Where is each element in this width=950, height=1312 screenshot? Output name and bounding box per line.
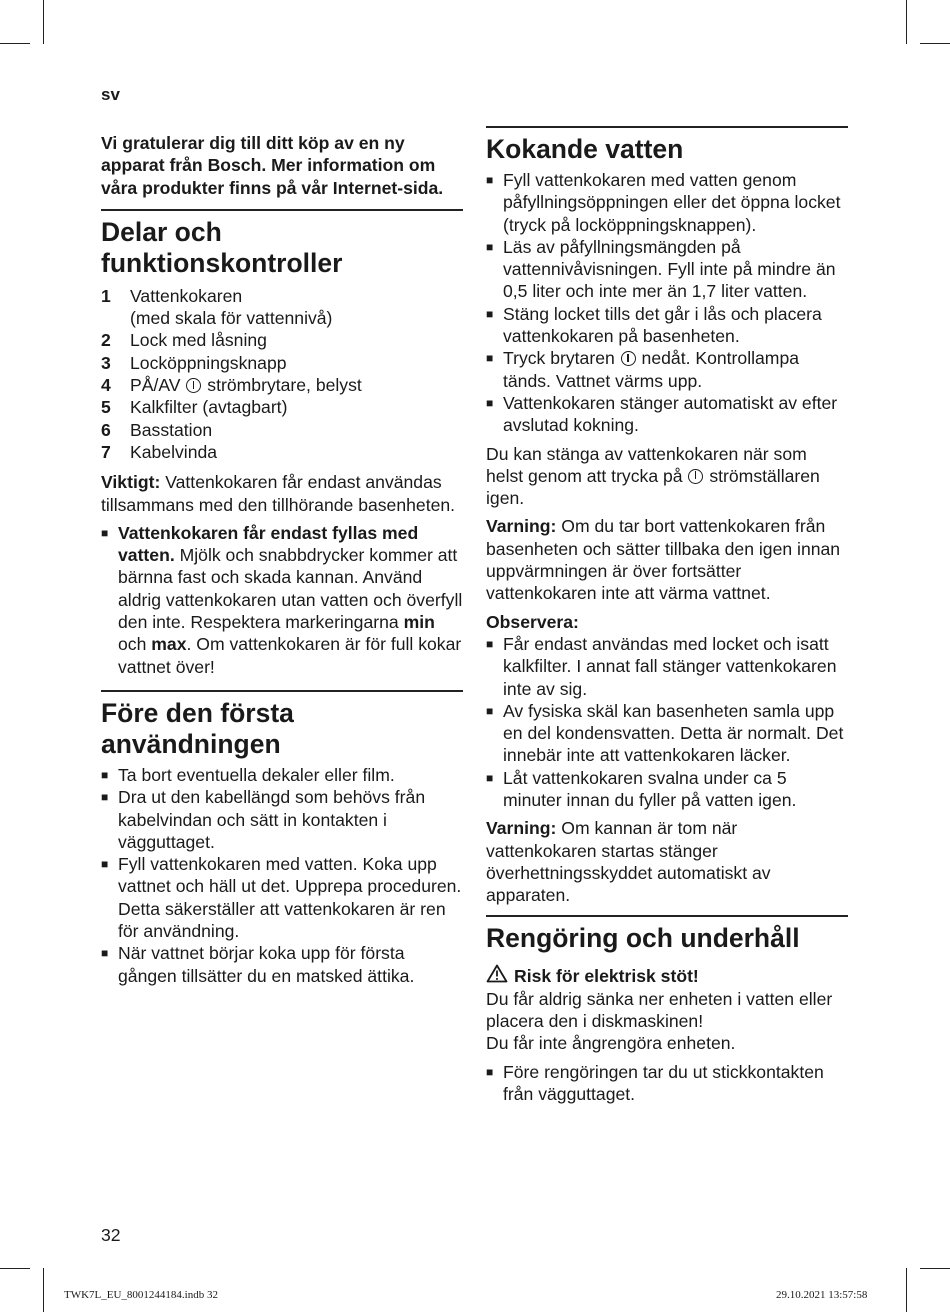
bullet-square-icon: ■ (486, 703, 494, 718)
item-number: 3 (101, 352, 111, 373)
list-item (101, 764, 463, 786)
cleaning-bullets (486, 1061, 848, 1106)
crop-mark (920, 43, 950, 44)
first-use-bullets (101, 764, 463, 987)
cleaning-section-header (486, 915, 848, 954)
bullet-text-part: . Om vattenkokaren är för full kokar vattnet över! (118, 634, 462, 677)
parts-bullets (101, 522, 463, 678)
list-item (101, 786, 463, 853)
footer-date: 29.10.2021 13:57:58 (776, 1289, 868, 1301)
list-item (101, 942, 463, 987)
list-item (486, 169, 848, 236)
electric-shock-warning (486, 964, 848, 988)
bullet-text-part: Mjölk och snabbdrycker kommer att bärnna fast och skada kannan. Använd aldrig vattenkokaren utan vatten och överfyll den inte. Respektera markeringarna (118, 545, 463, 633)
crop-mark (0, 43, 30, 44)
item-label-part: strömbrytare, belyst (202, 375, 362, 396)
item-label: Locköppningsknapp (130, 352, 287, 373)
note-label: Viktigt: (101, 472, 161, 493)
warning-text: Om du tar bort vattenkokaren från basenheten och sätter tillbaka den igen innan uppvärmningen är över fortsätter vattenkokaren inte att värma vattnet. (486, 516, 841, 604)
bullet-square-icon: ■ (486, 395, 494, 410)
parts-item (101, 396, 463, 418)
page-number: 32 (101, 1225, 121, 1245)
list-item (486, 236, 848, 303)
max-label: max (151, 634, 187, 655)
bullet-square-icon: ■ (101, 857, 109, 872)
bullet-square-icon: ■ (101, 525, 109, 540)
boiling-title: Kokande vatten (486, 134, 684, 164)
bullet-text: Fyll vattenkokaren med vatten. Koka upp vattnet och häll ut det. Upprepa proceduren. Detta säkerställer att vattenkokaren är ren för användning. (118, 854, 462, 942)
min-label: min (403, 612, 435, 633)
parts-list (101, 285, 463, 463)
parts-item (101, 374, 463, 396)
item-number: 1 (101, 285, 111, 306)
crop-mark (0, 1268, 30, 1269)
bullet-text (118, 522, 463, 678)
bullet-text: Stäng locket tills det går i lås och placera vattenkokaren på basenheten. (503, 303, 822, 347)
crop-mark (43, 1268, 44, 1312)
cleaning-line: Du får inte ångrengöra enheten. (486, 1033, 736, 1054)
item-number: 6 (101, 419, 111, 440)
switch-off-paragraph (486, 443, 848, 510)
warning-paragraph (486, 515, 848, 604)
warning-label: Varning: (486, 516, 557, 537)
list-item (486, 633, 848, 700)
bullet-text-part: och (118, 634, 152, 655)
parts-item (101, 441, 463, 463)
warning-label: Varning: (486, 818, 557, 839)
bullet-square-icon: ■ (486, 636, 494, 651)
note-text: Vattenkokaren får endast användas tillsammans med den tillhörande basenheten. (101, 472, 456, 515)
bullet-square-icon: ■ (101, 790, 109, 805)
bullet-text (503, 347, 848, 392)
crop-mark (906, 0, 907, 44)
item-label-part: PÅ/AV (130, 375, 181, 396)
bullet-square-icon: ■ (486, 306, 494, 321)
paragraph-part: strömställaren igen. (486, 465, 820, 509)
list-item (486, 767, 848, 812)
list-item (486, 700, 848, 767)
bullet-square-icon: ■ (486, 1064, 494, 1079)
bullet-text: Av fysiska skäl kan basenheten samla upp en del kondensvatten. Detta är normalt. Det innebär inte att vattenkokaren läcker. (503, 700, 844, 766)
item-label: Vattenkokaren (med skala för vattennivå) (130, 285, 333, 329)
bullet-text: Dra ut den kabellängd som behövs från kabelvindan och sätt in kontakten i vägguttaget. (118, 787, 426, 852)
bullet-text: Får endast användas med locket och isatt kalkfilter. I annat fall stänger vattenkokaren inte av sig. (503, 633, 837, 699)
item-label: Lock med låsning (130, 330, 267, 351)
right-column (486, 126, 848, 1111)
list-item (486, 347, 848, 392)
first-use-title: Före den första användningen (101, 697, 294, 759)
observe-title: Observera: (486, 611, 579, 632)
crop-mark (43, 0, 44, 44)
bullet-square-icon: ■ (101, 946, 109, 961)
footer-file: TWK7L_EU_8001244184.indb 32 (64, 1289, 218, 1301)
power-icon (186, 378, 201, 393)
list-item (486, 1061, 848, 1106)
crop-mark (920, 1268, 950, 1269)
item-label (130, 374, 362, 396)
bullet-bold: Vattenkokaren får endast fyllas med vatten. (118, 522, 419, 566)
warning-title: Risk för elektrisk stöt! (514, 965, 699, 986)
bullet-text-part: Tryck brytaren (503, 348, 620, 369)
bullet-square-icon: ■ (101, 767, 109, 782)
item-label: Basstation (130, 419, 213, 440)
bullet-text: Före rengöringen tar du ut stickkontakten från vägguttaget. (503, 1061, 824, 1104)
list-item (101, 522, 463, 678)
bullet-square-icon: ■ (486, 239, 494, 254)
bullet-square-icon: ■ (486, 770, 494, 785)
power-icon (621, 351, 636, 366)
left-column (101, 126, 463, 993)
parts-item (101, 419, 463, 441)
item-number: 4 (101, 375, 111, 396)
bullet-text: Vattenkokaren stänger automatiskt av efter avslutad kokning. (503, 392, 838, 436)
cleaning-title: Rengöring och underhåll (486, 922, 800, 953)
parts-title: Delar och funktionskontroller (101, 216, 343, 278)
boiling-section-header (486, 126, 848, 165)
parts-section-header (101, 209, 463, 279)
first-use-section-header (101, 690, 463, 760)
boiling-bullets (486, 169, 848, 437)
language-code: sv (101, 85, 120, 104)
item-label: Kalkfilter (avtagbart) (130, 397, 288, 418)
bullet-text: Fyll vattenkokaren med vatten genom påfyllningsöppningen eller det öppna locket (tryck på locköppningsknappen). (503, 170, 841, 235)
parts-item (101, 285, 463, 330)
crop-mark (906, 1268, 907, 1312)
bullet-text: När vattnet börjar koka upp för första gången tillsätter du en matsked ättika. (118, 943, 415, 986)
list-item (486, 303, 848, 348)
list-item (486, 392, 848, 437)
bullet-square-icon: ■ (486, 351, 494, 366)
warning-text: Om kannan är tom när vattenkokaren startas stänger överhettningsskyddet automatiskt av apparaten. (486, 818, 771, 906)
bullet-text: Låt vattenkokaren svalna under ca 5 minuter innan du fyller på vatten igen. (503, 767, 797, 811)
bullet-text: Läs av påfyllningsmängden på vattennivåvisningen. Fyll inte på mindre än 0,5 liter och inte mer än 1,7 liter vatten. (503, 236, 836, 302)
bullet-text: Ta bort eventuella dekaler eller film. (118, 764, 395, 785)
item-number: 5 (101, 397, 111, 418)
warning-paragraph (486, 817, 848, 906)
observe-bullets (486, 633, 848, 811)
bullet-square-icon: ■ (486, 173, 494, 187)
item-number: 2 (101, 330, 111, 351)
parts-item (101, 329, 463, 351)
list-item (101, 853, 463, 942)
paragraph-part: Du kan stänga av vattenkokaren när som helst genom att trycka på (486, 443, 807, 486)
warning-triangle-icon (486, 964, 508, 988)
intro-text: Vi gratulerar dig till ditt köp av en ny apparat från Bosch. Mer information om våra produkter finns på vår Internet-sida. (101, 133, 444, 198)
item-label: Kabelvinda (130, 441, 218, 462)
important-note (101, 471, 463, 516)
bullet-text-part: nedåt. Kontrollampa tänds. Vattnet värms upp. (503, 348, 800, 391)
parts-item (101, 352, 463, 374)
power-icon (688, 469, 703, 484)
item-number: 7 (101, 441, 111, 462)
cleaning-line: Du får aldrig sänka ner enheten i vatten eller placera den i diskmaskinen! (486, 988, 833, 1032)
